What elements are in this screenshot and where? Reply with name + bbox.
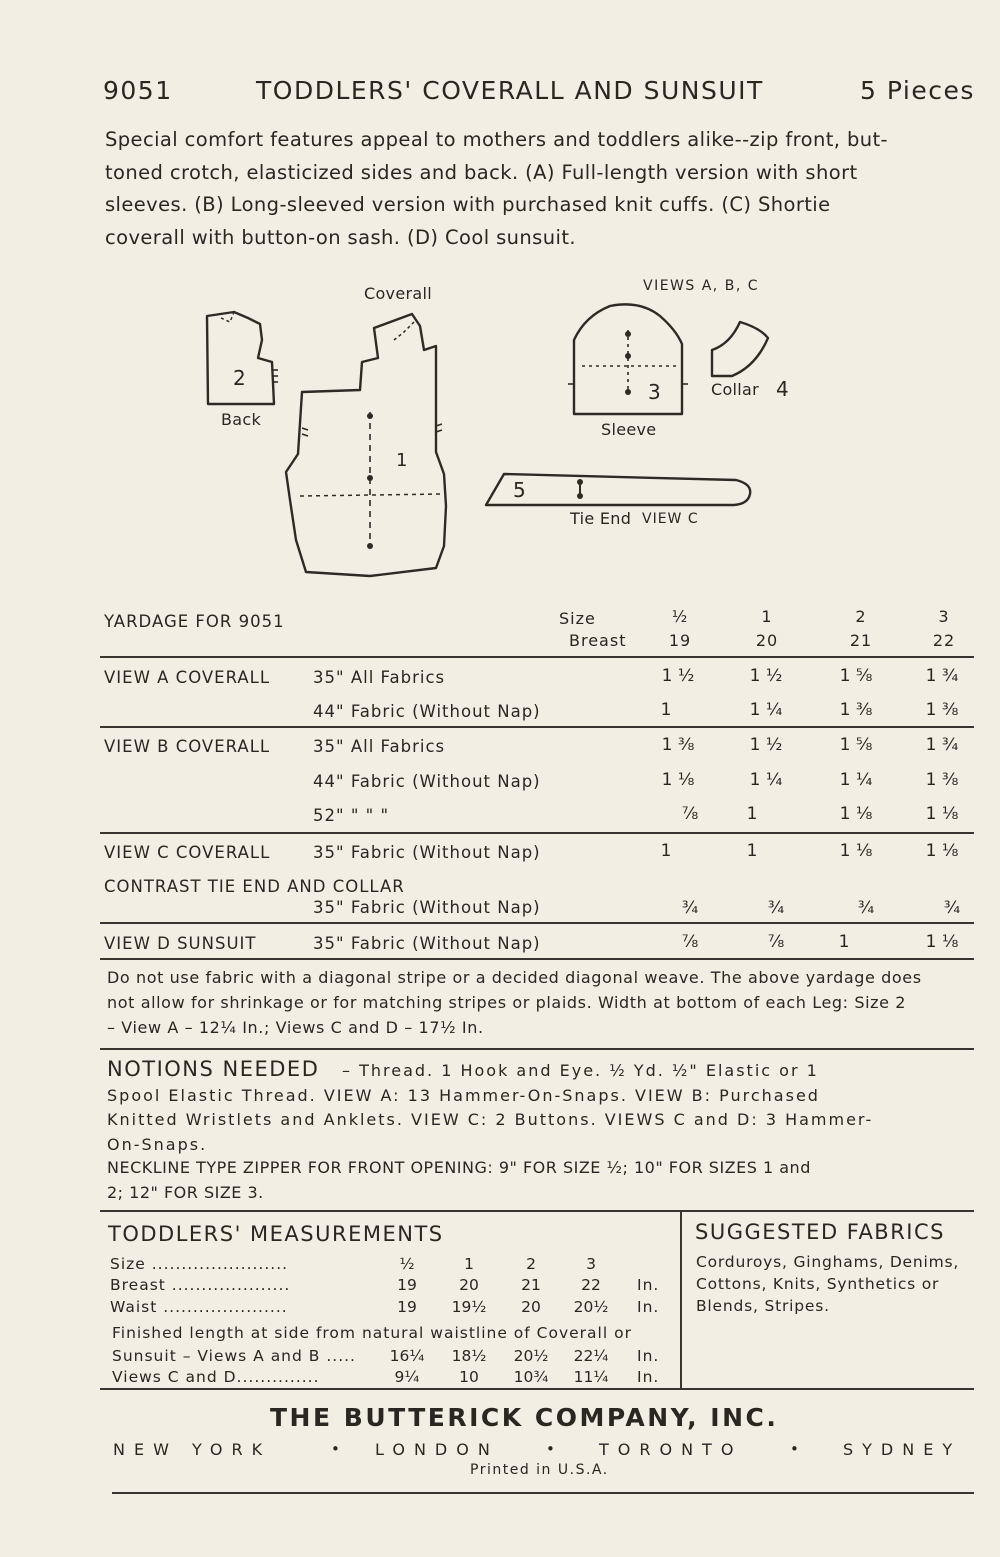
yardage-value: 1 ¼ [749,700,783,720]
description [105,124,975,254]
yardage-value: 1 ¾ [925,666,959,686]
measurement-value: 19 [397,1276,417,1294]
bullet-separator: • [331,1440,340,1458]
measurement-value: 21 [521,1276,541,1294]
yardage-value: 1 ⅛ [839,841,873,861]
divider [100,726,974,728]
back-label: Back [221,410,262,429]
yardage-view: VIEW B COVERALL [104,737,271,756]
divider [112,1492,974,1494]
yardage-value: 1 ⅛ [925,804,959,824]
measurement-label: Sunsuit – Views A and B ..... [112,1347,356,1365]
city-sydney: SYDNEY [843,1440,962,1459]
measurement-value: 2 [526,1255,536,1273]
piece-number-4: 4 [776,377,789,401]
yardage-fabric: 44" Fabric (Without Nap) [313,702,541,721]
yardage-title: YARDAGE FOR 9051 [104,612,285,631]
sleeve-label: Sleeve [601,420,657,439]
fabrics-line: Corduroys, Ginghams, Denims, [696,1253,960,1271]
size-header: 2 [855,607,867,626]
measurement-unit: In. [637,1298,660,1316]
measurement-label: Views C and D.............. [112,1368,320,1386]
finished-length-label: Finished length at side from natural waistline of Coverall or [112,1324,632,1342]
notions-heading: NOTIONS NEEDED [107,1057,320,1081]
measurement-value: 20½ [513,1347,549,1365]
size-header: ½ [671,607,689,626]
breast-header: 22 [932,631,956,650]
yardage-value: 1 ¾ [925,735,959,755]
measurements-heading: TODDLERS' MEASUREMENTS [108,1222,444,1246]
yardage-value: ¾ [857,898,875,918]
measurement-value: 3 [586,1255,596,1273]
sleeve-piece-outline [574,304,682,414]
yardage-value: ⅞ [767,932,785,952]
description-line: coverall with button-on sash. (D) Cool sunsuit. [105,225,576,249]
back-piece-outline [207,312,274,404]
measurement-value: 18½ [451,1347,487,1365]
yardage-value: 1 ¼ [749,770,783,790]
coverall-piece-outline [286,314,446,576]
yardage-value: 1 ⅝ [839,666,873,686]
tie-end-label: Tie End [570,509,632,528]
measurement-value: 10¾ [513,1368,549,1386]
column-divider [680,1210,682,1388]
yardage-value: 1 ⅛ [925,932,959,952]
measurement-label: Size ....................... [110,1255,289,1273]
measurement-value: 10 [459,1368,479,1386]
breast-header: 20 [755,631,779,650]
measurement-value: 22 [581,1276,601,1294]
piece-number-1: 1 [396,450,408,471]
yardage-value: 1 [660,700,672,720]
yardage-fabric: 35" Fabric (Without Nap) [313,934,541,953]
yardage-fabric: 35" Fabric (Without Nap) [313,898,541,917]
yardage-value: 1 ½ [749,666,783,686]
measurement-value: 1 [464,1255,474,1273]
yardage-value: ⅞ [681,932,699,952]
measurement-unit: In. [637,1347,660,1365]
fabrics-line: Blends, Stripes. [696,1297,830,1315]
yardage-view: VIEW A COVERALL [104,668,271,687]
divider [100,656,974,658]
yardage-fabric: 52" " " " [313,806,390,825]
yardage-view: CONTRAST TIE END AND COLLAR [104,877,405,896]
yardage-value: 1 ⅛ [925,841,959,861]
city-newyork: NEW YORK [113,1440,272,1459]
yardage-value: 1 ⅛ [839,804,873,824]
zipper-line: 2; 12" FOR SIZE 3. [107,1183,264,1202]
yardage-view: VIEW D SUNSUIT [104,934,257,953]
yardage-note-line: Do not use fabric with a diagonal stripe or a decided diagonal weave. The above yardage does [107,968,922,987]
yardage-value: 1 ⅜ [925,770,959,790]
views-label: VIEWS A, B, C [643,278,759,294]
yardage-value: 1 ¼ [839,770,873,790]
yardage-note-line: not allow for shrinkage or for matching stripes or plaids. Width at bottom of each Leg: Size 2 [107,993,907,1012]
fabrics-heading: SUGGESTED FABRICS [695,1220,945,1244]
tie-view-label: VIEW C [642,511,699,527]
yardage-value: 1 ⅜ [925,700,959,720]
yardage-value: 1 ⅜ [661,735,695,755]
measurement-value: 22¼ [573,1347,609,1365]
yardage-value: ¾ [943,898,961,918]
notions-line: – Thread. 1 Hook and Eye. ½ Yd. ½" Elastic or 1 [342,1061,819,1080]
divider [100,1210,974,1212]
yardage-value: 1 ⅛ [661,770,695,790]
yardage-value: ¾ [767,898,785,918]
size-header: 1 [761,607,773,626]
yardage-value: 1 ½ [661,666,695,686]
yardage-value: 1 [746,804,758,824]
yardage-note-line: – View A – 12¼ In.; Views C and D – 17½ In. [107,1018,484,1037]
city-london: LONDON [375,1440,499,1459]
measurement-value: 20 [459,1276,479,1294]
measurement-unit: In. [637,1276,660,1294]
description-line: Special comfort features appeal to mothers and toddlers alike--zip front, but- [105,128,888,151]
yardage-value: 1 [838,932,850,952]
description-line: toned crotch, elasticized sides and back. (A) Full-length version with short [105,160,858,184]
size-header: 3 [938,607,950,626]
measurement-label: Waist ..................... [110,1298,288,1316]
collar-piece-outline [712,322,768,376]
yardage-value: ¾ [681,898,699,918]
notions-line: Knitted Wristlets and Anklets. VIEW C: 2 Buttons. VIEWS C and D: 3 Hammer- [107,1110,874,1129]
description-line: sleeves. (B) Long-sleeved version with purchased knit cuffs. (C) Shortie [105,193,831,216]
measurement-unit: In. [637,1368,660,1386]
yardage-fabric: 35" All Fabrics [313,737,446,756]
yardage-value: 1 [660,841,672,861]
size-label: Size [559,609,596,628]
printed-in: Printed in U.S.A. [470,1462,609,1478]
breast-header: 19 [668,631,692,650]
pattern-title: TODDLERS' COVERALL AND SUNSUIT [256,76,764,105]
breast-label: Breast [569,631,627,650]
piece-number-5: 5 [513,478,526,502]
measurement-value: ½ [399,1255,415,1273]
notions-line: On-Snaps. [107,1135,208,1154]
fabrics-line: Cottons, Knits, Synthetics or [696,1275,940,1293]
bullet-separator: • [546,1440,555,1458]
yardage-value: 1 ½ [749,735,783,755]
coverall-label: Coverall [364,284,432,303]
measurement-value: 19½ [451,1298,487,1316]
company-name: THE BUTTERICK COMPANY, INC. [270,1403,779,1432]
yardage-value: 1 ⅜ [839,700,873,720]
measurement-value: 11¼ [573,1368,609,1386]
measurement-value: 20½ [573,1298,609,1316]
bullet-separator: • [790,1440,799,1458]
measurement-value: 20 [521,1298,541,1316]
divider [100,922,974,924]
yardage-fabric: 35" All Fabrics [313,668,446,687]
divider [100,1048,974,1050]
yardage-fabric: 35" Fabric (Without Nap) [313,843,541,862]
measurement-value: 16¼ [389,1347,425,1365]
yardage-view: VIEW C COVERALL [104,843,271,862]
pattern-number: 9051 [103,76,173,105]
breast-header: 21 [849,631,873,650]
zipper-line: NECKLINE TYPE ZIPPER FOR FRONT OPENING: 9" FOR SIZE ½; 10" FOR SIZES 1 and [107,1158,811,1177]
divider [100,832,974,834]
yardage-value: ⅞ [681,804,699,824]
pieces-count: 5 Pieces [860,76,975,105]
divider [100,958,974,960]
measurement-label: Breast .................... [110,1276,291,1294]
collar-label: Collar [711,380,760,399]
yardage-value: 1 [746,841,758,861]
city-toronto: TORONTO [599,1440,743,1459]
measurement-value: 19 [397,1298,417,1316]
measurement-value: 9¼ [394,1368,420,1386]
yardage-fabric: 44" Fabric (Without Nap) [313,772,541,791]
piece-number-2: 2 [233,366,246,390]
yardage-value: 1 ⅝ [839,735,873,755]
piece-number-3: 3 [648,380,661,404]
divider [100,1388,974,1390]
notions-line: Spool Elastic Thread. VIEW A: 13 Hammer-On-Snaps. VIEW B: Purchased [107,1086,820,1105]
